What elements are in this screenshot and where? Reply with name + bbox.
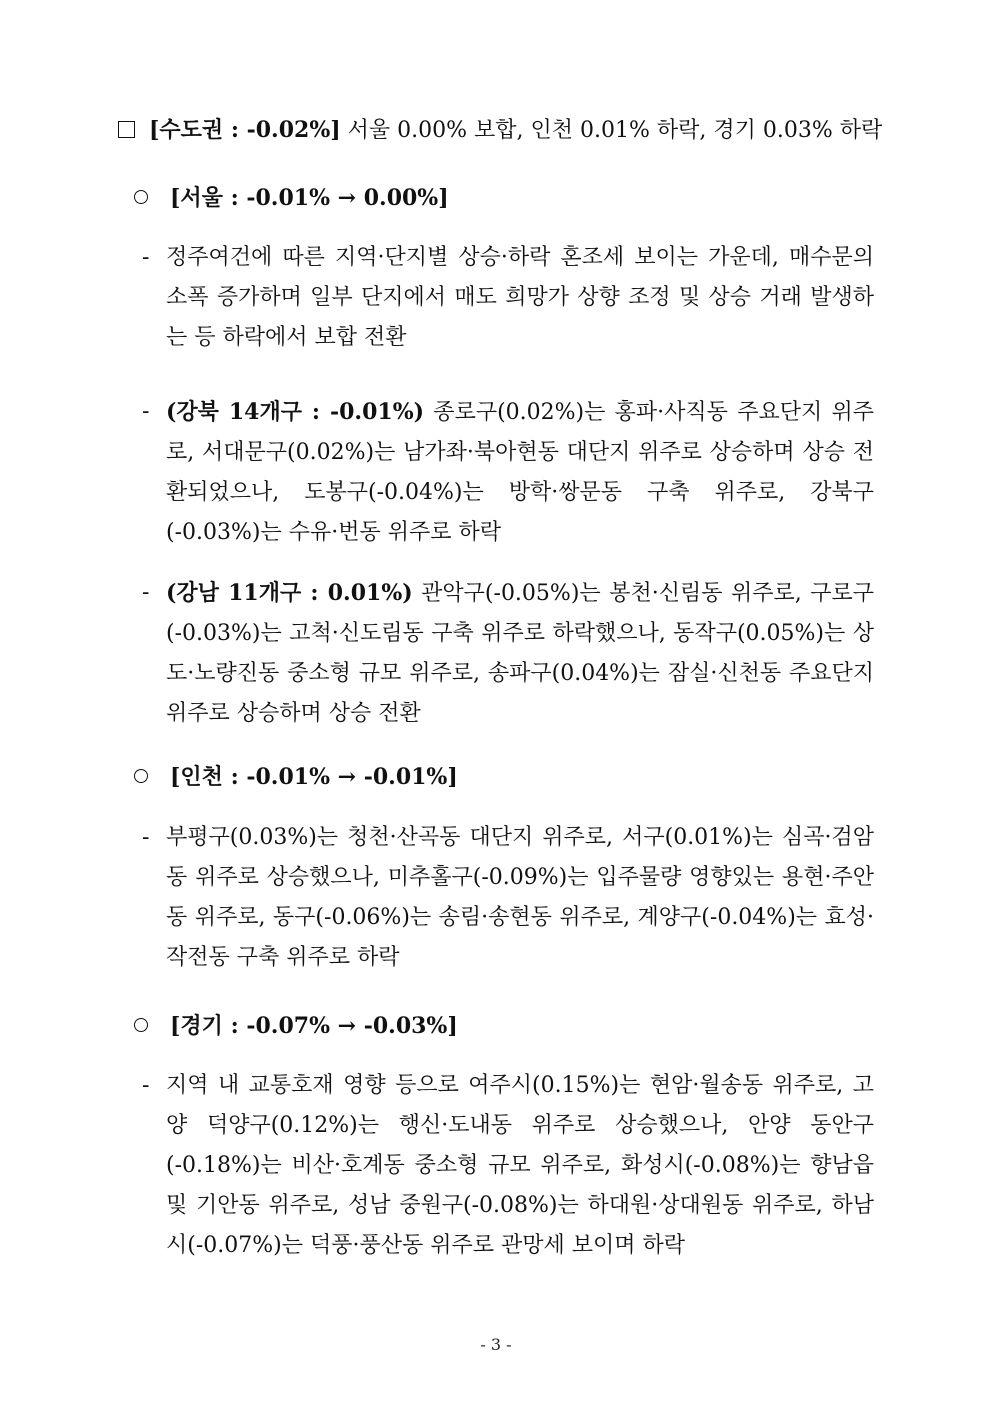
- page-number: - 3 -: [480, 1335, 512, 1354]
- paragraph-seoul-overview: [142, 238, 874, 358]
- dash-bullet: -: [142, 1073, 150, 1098]
- dash-bullet: -: [142, 399, 150, 424]
- heading-label: [수도권 : -0.02%]: [149, 117, 341, 143]
- paragraph-gangnam: [142, 573, 874, 734]
- circle-bullet-icon: [134, 190, 148, 204]
- dash-bullet: -: [142, 245, 150, 270]
- paragraph-gangnam-text: [166, 573, 874, 734]
- paragraph-gangbuk-text: [166, 392, 874, 553]
- paragraph-gangbuk: [142, 392, 874, 553]
- paragraph-incheon: [142, 818, 874, 978]
- paragraph-gyeonggi: [142, 1066, 874, 1266]
- subheading-seoul-title: [서울 : -0.01% → 0.00%]: [170, 185, 449, 211]
- subheading-incheon: [134, 759, 458, 795]
- subheading-seoul: [134, 180, 449, 216]
- circle-bullet-icon: [134, 1018, 148, 1032]
- subheading-gyeonggi: [134, 1008, 458, 1044]
- circle-bullet-icon: [134, 769, 148, 783]
- heading-text: 서울 0.00% 보합, 인천 0.01% 하락, 경기 0.03% 하락: [340, 118, 883, 143]
- dash-bullet: -: [142, 580, 150, 605]
- paragraph-seoul-overview-text: 정주여건에 따른 지역·단지별 상승·하락 혼조세 보이는 가운데, 매수문의 소폭 증가하며 일부 단지에서 매도 희망가 상향 조정 및 상승 거래 발생하는 등 하락에서 보합 전환: [166, 245, 874, 350]
- subheading-incheon-title: [인천 : -0.01% → -0.01%]: [170, 764, 458, 790]
- gangnam-body: 관악구(-0.05%)는 봉천·신림동 위주로, 구로구(-0.03%)는 고척·신도림동 구축 위주로 하락했으나, 동작구(0.05%)는 상도·노량진동 중소형 규모 위주로, 송파구(0.04%)는 잠실·신천동 주요단지 위주로 상승하며 상승 전환: [166, 581, 875, 726]
- section-heading: [118, 112, 888, 149]
- gangbuk-body: 종로구(0.02%)는 홍파·사직동 주요단지 위주로, 서대문구(0.02%)는 남가좌·북아현동 대단지 위주로 상승하며 상승 전환되었으나, 도봉구(-0.04%)는 방학·쌍문동 구축 위주로, 강북구(-0.03%)는 수유·번동 위주로 하락: [166, 400, 874, 545]
- paragraph-incheon-text: 부평구(0.03%)는 청천·산곡동 대단지 위주로, 서구(0.01%)는 심곡·검암동 위주로 상승했으나, 미추홀구(-0.09%)는 입주물량 영향있는 용현·주안동 위주로, 동구(-0.06%)는 송림·송현동 위주로, 계양구(-0.04%)는 효성·작전동 구축 위주로 하락: [166, 825, 874, 970]
- gangbuk-label: (강북 14개구 : -0.01%): [166, 399, 425, 425]
- checkbox-square-icon: [118, 121, 135, 138]
- paragraph-gyeonggi-text: 지역 내 교통호재 영향 등으로 여주시(0.15%)는 현암·월송동 위주로, 고양 덕양구(0.12%)는 행신·도내동 위주로 상승했으나, 안양 동안구(-0.18%)는 비산·호계동 중소형 규모 위주로, 화성시(-0.08%)는 향남읍 및 기안동 위주로, 성남 중원구(-0.08%)는 하대원·상대원동 위주로, 하남시(-0.07%)는 덕풍·풍산동 위주로 관망세 보이며 하락: [166, 1073, 874, 1258]
- gangnam-label: (강남 11개구 : 0.01%): [166, 580, 413, 606]
- dash-bullet: -: [142, 825, 150, 850]
- subheading-gyeonggi-title: [경기 : -0.07% → -0.03%]: [170, 1013, 458, 1039]
